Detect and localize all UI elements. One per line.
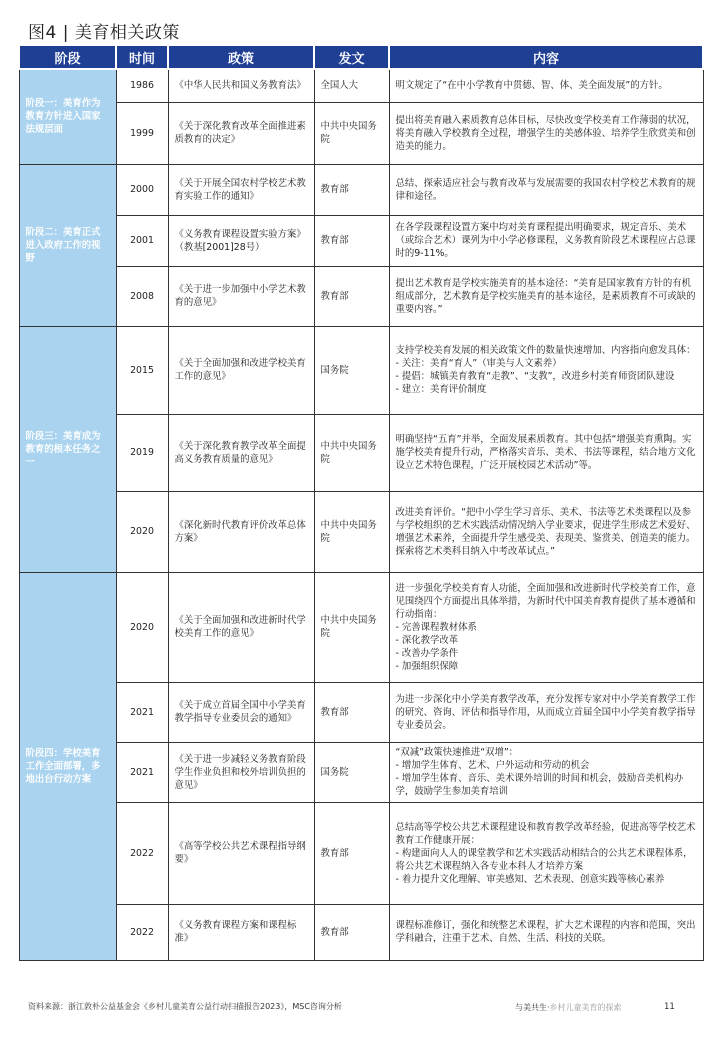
year-cell: 2021 (116, 682, 168, 742)
header-content: 内容 (389, 45, 703, 69)
policy-name: 《关于开展全国农村学校艺术教育实验工作的通知》 (168, 164, 314, 215)
year-cell: 2020 (116, 572, 168, 682)
table-row (19, 215, 703, 266)
issuer: 国务院 (314, 326, 389, 414)
content-cell (389, 491, 703, 572)
table-row (19, 69, 703, 102)
page-number: 11 (664, 1002, 675, 1012)
content-line: 进一步强化学校美育育人功能，全面加强和改进新时代学校美育工作，意见围绕四个方面提出具体举措，为新时代中国美育教育提供了基本遵循和行动指南： (395, 582, 696, 620)
content-line: - 改善办学条件 (395, 647, 459, 659)
table-row (19, 802, 703, 904)
year-cell: 2022 (116, 904, 168, 960)
content-line: 总结高等学校公共艺术课程建设和教育教学改革经验，促进高等学校艺术教育工作健康开展： (395, 821, 696, 846)
content-line: - 加强组织保障 (395, 660, 459, 672)
table-row (19, 102, 703, 164)
policy-name: 《关于进一步减轻义务教育阶段学生作业负担和校外培训负担的意见》 (168, 742, 314, 802)
policy-name: 《关于全面加强和改进学校美育工作的意见》 (168, 326, 314, 414)
issuer: 教育部 (314, 266, 389, 326)
content-cell (389, 164, 703, 215)
year-cell: 2015 (116, 326, 168, 414)
content-line: - 完善课程教材体系 (395, 621, 477, 633)
stage-label: 阶段四：学校美育工作全面部署，多地出台行动方案 (19, 572, 116, 960)
content-cell (389, 266, 703, 326)
content-cell (389, 69, 703, 102)
content-cell (389, 215, 703, 266)
content-line: 改进美育评价。“把中小学生学习音乐、美术、书法等艺术类课程以及参与学校组织的艺术实践活动情况纳入学业要求，促进学生形成艺术爱好、增强艺术素养，全面提升学生感受美、表现美、鉴赏美、创造美的能力。探索将艺术类科目纳入中考改革试点。” (395, 506, 696, 557)
table-row (19, 164, 703, 215)
content-line: - 着力提升文化理解、审美感知、艺术表现、创意实践等核心素养 (395, 873, 665, 885)
year-cell: 1999 (116, 102, 168, 164)
issuer: 国务院 (314, 742, 389, 802)
issuer: 中共中央国务院 (314, 491, 389, 572)
policy-name: 《深化新时代教育评价改革总体方案》 (168, 491, 314, 572)
content-cell (389, 572, 703, 682)
content-line: - 增加学生体育、音乐、美术课外培训的时间和机会，鼓励音美机构办学，鼓励学生参加美育培训 (395, 773, 684, 797)
stage-label: 阶段一：美育作为教育方针进入国家法规层面 (19, 69, 116, 164)
header-policy: 政策 (168, 45, 314, 69)
table-row (19, 904, 703, 960)
issuer: 教育部 (314, 682, 389, 742)
content-line: - 深化教学改革 (395, 634, 459, 646)
table-row (19, 491, 703, 572)
year-cell: 2008 (116, 266, 168, 326)
content-cell (389, 802, 703, 904)
year-cell: 2001 (116, 215, 168, 266)
content-line: - 建立：美育评价制度 (395, 384, 487, 395)
table-row (19, 326, 703, 414)
stage-label: 阶段三：美育成为教育的根本任务之一 (19, 326, 116, 572)
header-year: 时间 (116, 45, 168, 69)
footer-source: 资料来源：浙江敦朴公益基金会《乡村儿童美育公益行动扫描报告2023》，MSC咨询分析 (28, 1002, 342, 1011)
issuer: 教育部 (314, 215, 389, 266)
content-cell (389, 904, 703, 960)
policy-name: 《义务教育课程方案和课程标准》 (168, 904, 314, 960)
book-subtitle: 乡村儿童美育的探索 (549, 1003, 622, 1012)
year-cell: 2020 (116, 491, 168, 572)
issuer: 中共中央国务院 (314, 102, 389, 164)
policy-name: 《关于全面加强和改进新时代学校美育工作的意见》 (168, 572, 314, 682)
stage-label: 阶段二：美育正式进入政府工作的视野 (19, 164, 116, 326)
content-line: 提出艺术教育是学校实施美育的基本途径：“美育是国家教育方针的有机组成部分，艺术教育是学校实施美育的基本途径，是素质教育不可或缺的重要内容。” (395, 277, 696, 315)
table-row (19, 414, 703, 491)
policy-name: 《义务教育课程设置实验方案》（教基[2001]28号） (168, 215, 314, 266)
content-line: 为进一步深化中小学美育教学改革，充分发挥专家对中小学美育教学工作的研究、咨询、评估和指导作用，从而成立首届全国中小学美育教学指导专业委员会。 (395, 693, 696, 731)
policy-name: 《关于深化教育教学改革全面提高义务教育质量的意见》 (168, 414, 314, 491)
issuer: 教育部 (314, 802, 389, 904)
issuer: 教育部 (314, 164, 389, 215)
issuer: 教育部 (314, 904, 389, 960)
content-line: 在各学段课程设置方案中均对美育课程提出明确要求，规定音乐、美术（或综合艺术）课列为中小学必修课程，义务教育阶段艺术课程应占总课时的9-11%。 (395, 222, 696, 259)
table-row (19, 266, 703, 326)
book-title: 与美共生· (515, 1003, 550, 1012)
policy-name: 《关于进一步加强中小学艺术教育的意见》 (168, 266, 314, 326)
issuer: 中共中央国务院 (314, 572, 389, 682)
year-cell: 1986 (116, 69, 168, 102)
year-cell: 2019 (116, 414, 168, 491)
policy-table (18, 44, 704, 961)
year-cell: 2000 (116, 164, 168, 215)
content-cell (389, 414, 703, 491)
policy-name: 《关于深化教育改革全面推进素质教育的决定》 (168, 102, 314, 164)
footer-book-title (515, 1002, 622, 1013)
content-line: 支持学校美育发展的相关政策文件的数量快速增加、内容指向愈发具体： (395, 345, 696, 356)
page-title: 图4 | 美育相关政策 (28, 23, 180, 43)
content-line: 提出将美育融入素质教育总体目标，尽快改变学校美育工作薄弱的状况，将美育融入学校教育全过程，增强学生的美感体验、培养学生欣赏美和创造美的能力。 (395, 114, 696, 152)
table-row (19, 742, 703, 802)
content-line: “双减”政策快速推进“双增”： (395, 747, 519, 758)
policy-name: 《高等学校公共艺术课程指导纲要》 (168, 802, 314, 904)
content-line: 明确坚持“五育”并举，全面发展素质教育。其中包括“增强美育熏陶。实施学校美育提升行动，严格落实音乐、美术、书法等课程，结合地方文化设立艺术特色课程，广泛开展校园艺术活动”等。 (395, 434, 696, 471)
content-line: 明文规定了“在中小学教育中贯德、智、体、美全面发展”的方针。 (395, 80, 668, 92)
header-stage: 阶段 (19, 45, 116, 69)
content-cell (389, 326, 703, 414)
content-cell (389, 682, 703, 742)
content-line: 课程标准修订，强化和统整艺术课程，扩大艺术课程的内容和范围，突出学科融合，注重于艺术、自然、生活、科技的关联。 (395, 920, 696, 944)
policy-name: 《关于成立首届全国中小学美育教学指导专业委员会的通知》 (168, 682, 314, 742)
header-issuer: 发文 (314, 45, 389, 69)
year-cell: 2021 (116, 742, 168, 802)
content-line: - 增加学生体育、艺术、户外运动和劳动的机会 (395, 760, 590, 771)
content-line: - 构建面向人人的课堂教学和艺术实践活动相结合的公共艺术课程体系，将公共艺术课程纳入各专业本科人才培养方案 (395, 847, 693, 872)
issuer: 中共中央国务院 (314, 414, 389, 491)
year-cell: 2022 (116, 802, 168, 904)
issuer: 全国人大 (314, 69, 389, 102)
table-row (19, 572, 703, 682)
table-body (19, 69, 703, 960)
content-cell (389, 102, 703, 164)
content-line: - 关注：美育“育人”（审美与人文素养） (395, 358, 562, 369)
policy-name: 《中华人民共和国义务教育法》 (168, 69, 314, 102)
content-line: 总结、探索适应社会与教育改革与发展需要的我国农村学校艺术教育的规律和途径。 (395, 177, 696, 202)
table-row (19, 682, 703, 742)
table-header-row (19, 45, 703, 69)
content-cell (389, 742, 703, 802)
content-line: - 提倡：城镇美育教育“走教”、“支教”，改进乡村美育师资团队建设 (395, 371, 675, 382)
